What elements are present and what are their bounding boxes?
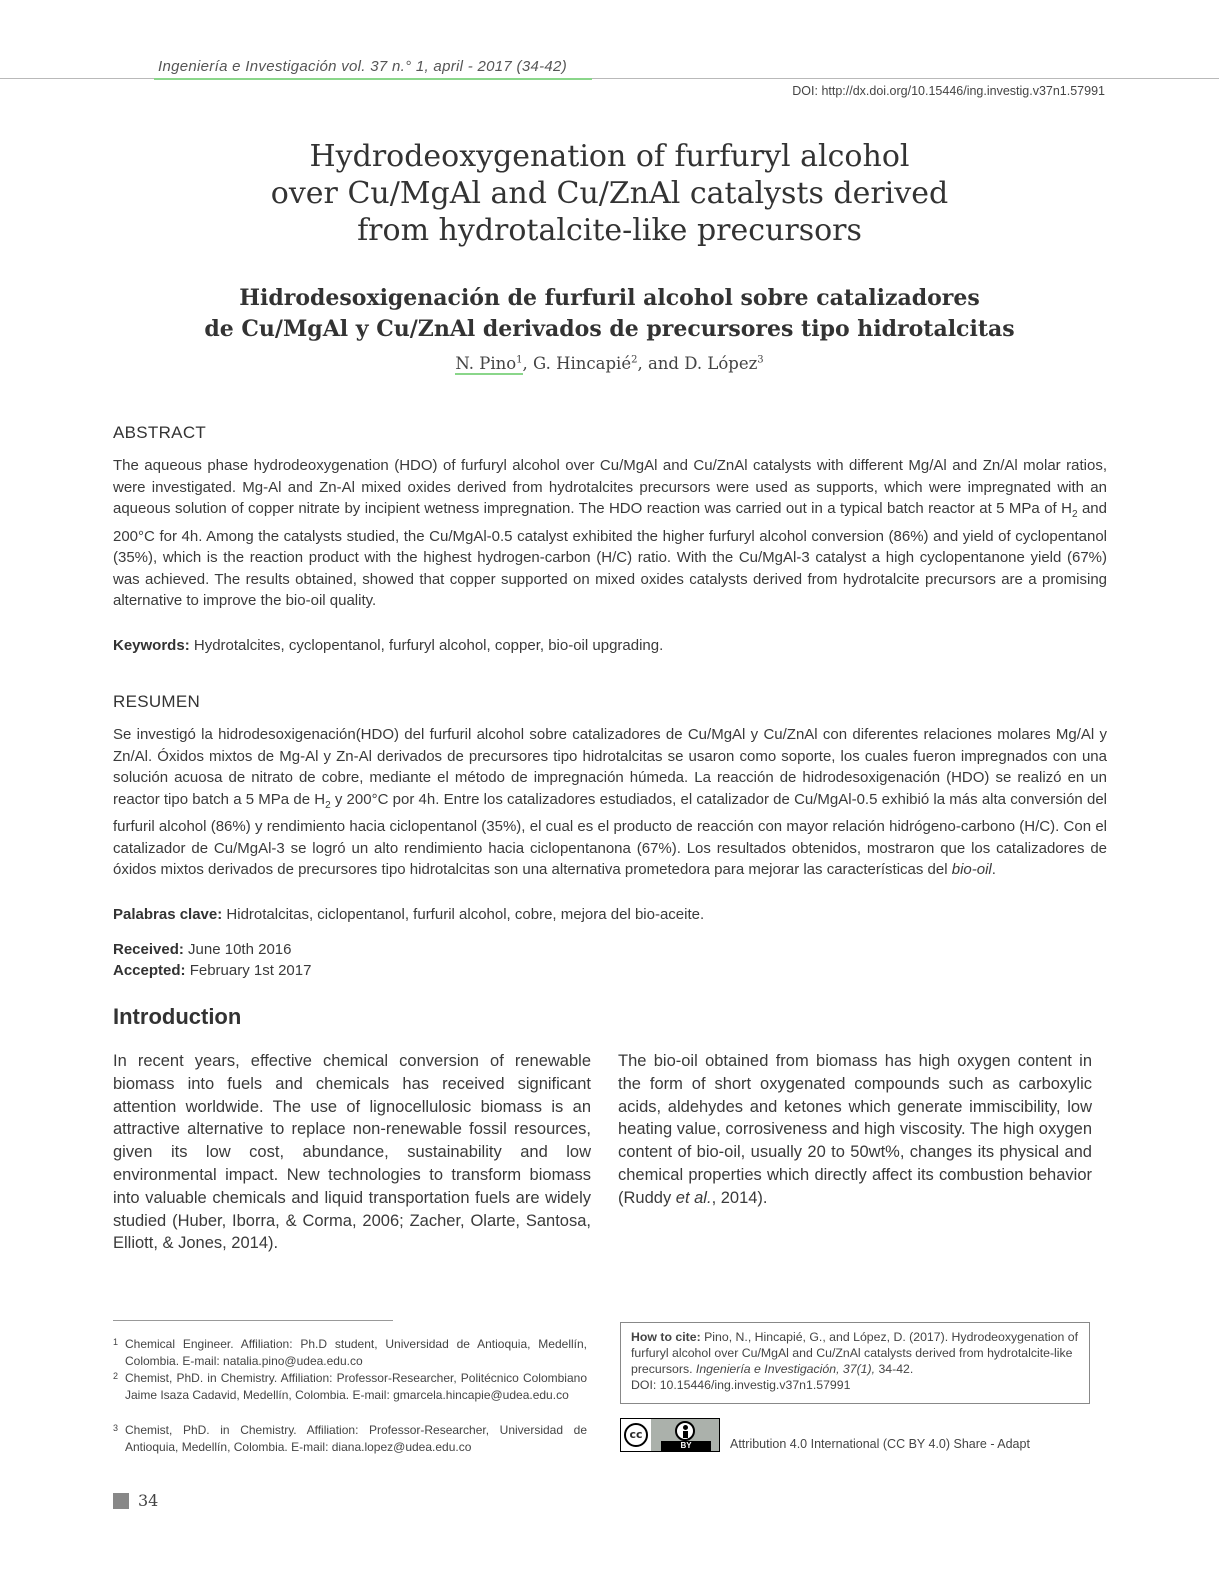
author-affiliation-mark: 2 <box>631 354 638 366</box>
keywords: Keywords: Hydrotalcites, cyclopentanol, furfuryl alcohol, copper, bio-oil upgrading. <box>113 637 664 654</box>
footnote-1: 1 Chemical Engineer. Affiliation: Ph.D student, Universidad de Antioquia, Medellín, Colombia. E-mail: natalia.pino@udea.edu.co <box>113 1337 587 1368</box>
attribution-person-icon <box>675 1421 695 1441</box>
author-link[interactable]: N. Pino$^1$ <box>455 354 523 373</box>
abstract-heading: ABSTRACT <box>113 423 207 442</box>
license-text: Attribution 4.0 International (CC BY 4.0) Share - Adapt <box>730 1437 1030 1451</box>
doi-link[interactable]: DOI: http://dx.doi.org/10.15446/ing.investig.v37n1.57991 <box>792 84 1105 98</box>
intro-column-right: The bio-oil obtained from biomass has high oxygen content in the form of short oxygenated compounds such as carboxylic acids, aldehydes and ketones which generate immiscibility, low heating value, corrosiveness and high viscosity. The high oxygen content of bio-oil, usually 20 to 50wt%, changes its physical and chemical properties which directly affect its combustion behavior (Ruddy et al., 2014). <box>618 1052 1092 1207</box>
abstract-text: The aqueous phase hydrodeoxygenation (HDO) of furfuryl alcohol over Cu/MgAl and Cu/ZnAl catalysts with different Mg/Al and Zn/Al molar ratios, were investigated. Mg-Al and Zn-Al mixed oxides derived from hydrotalcites precursors were used as supports, which were impregnated with an aqueous solution of copper nitrate by incipient wetness impregnation. The HDO reaction was carried out in a typical batch reactor at 5 MPa of $H_2$ and 200°C for 4h. Among the catalysts studied, the Cu/MgAl-0.5 catalyst exhibited the higher furfuryl alcohol conversion (86%) and yield of cyclopentanol (35%), which is the reaction product with the highest hydrogen-carbon (H/C) ratio. With the Cu/MgAl-3 catalyst a high cyclopentanone yield (67%) was achieved. The results obtained, showed that copper supported on mixed oxides catalysts derived from hydrotalcite precursors are a promising alternative to improve the bio-oil quality. <box>113 457 1107 609</box>
paper-title-english <box>0 138 1219 249</box>
author: , and D. López <box>637 354 758 373</box>
page-number: 34 <box>138 1491 159 1510</box>
by-label: BY <box>661 1441 711 1451</box>
title-line: over Cu/MgAl and Cu/ZnAl catalysts derived <box>270 176 949 211</box>
cc-icon: cc <box>624 1423 648 1447</box>
footnote-2: 2 Chemist, PhD. in Chemistry. Affiliation: Professor-Researcher, Politécnico Colombiano Jaime Isaza Cadavid, Medellín, Colombia. E-mail: gmarcela.hincapie@udea.edu.co <box>113 1371 587 1402</box>
title-line: de Cu/MgAl y Cu/ZnAl derivados de precursores tipo hidrotalcitas <box>204 316 1015 342</box>
cc-by-license-icon[interactable] <box>620 1418 720 1452</box>
journal-link-underline <box>154 78 592 80</box>
intro-column-left: In recent years, effective chemical conversion of renewable biomass into fuels and chemicals has received significant attention worldwide. The use of lignocellulosic biomass is an attractive alternative to replace non-renewable fossil resources, given its low cost, abundance, sustainability and low environmental impact. New technologies to transform biomass into valuable chemicals and liquid transportation fuels are widely studied (Huber, Iborra, & Corma, 2006; Zacher, Olarte, Santosa, Elliott, & Jones, 2014). <box>113 1052 591 1253</box>
title-line: from hydrotalcite-like precursors <box>357 213 862 248</box>
footnote-rule <box>113 1320 393 1321</box>
resumen-heading: RESUMEN <box>113 692 201 711</box>
title-line: Hydrodeoxygenation of furfuryl alcohol <box>309 139 910 174</box>
accepted-date: Accepted: February 1st 2017 <box>113 962 312 979</box>
page-marker <box>113 1493 129 1509</box>
title-line: Hidrodesoxigenación de furfuril alcohol sobre catalizadores <box>239 285 980 311</box>
author: , G. Hincapié <box>522 354 632 373</box>
received-date: Received: June 10th 2016 <box>113 941 292 958</box>
journal-title: Ingeniería e Investigación vol. 37 n.° 1, april - 2017 (34-42) <box>158 58 567 75</box>
footnote-3: 3 Chemist, PhD. in Chemistry. Affiliation: Professor-Researcher, Universidad de Antioquia, Medellín, Colombia. E-mail: diana.lopez@udea.edu.co <box>113 1423 587 1454</box>
author-affiliation-mark: 3 <box>757 354 764 366</box>
palabras-clave: Palabras clave: Hidrotalcitas, ciclopentanol, furfuril alcohol, cobre, mejora del bio-aceite. <box>113 906 705 923</box>
paper-title-spanish <box>0 283 1219 345</box>
resumen-text: Se investigó la hidrodesoxigenación(HDO) del furfuril alcohol sobre catalizadores de Cu/MgAl y Cu/ZnAl con diferentes relaciones molares Mg/Al y Zn/Al. Óxidos mixtos de Mg-Al y Zn-Al derivados de precursores tipo hidrotalcitas se usaron como soporte, los cuales fueron impregnados con una solución acuosa de nitrato de cobre, mediante el método de impregnación húmeda. La reacción de hidrodesoxigenación (HDO) se realizó en un reactor tipo batch a 5 MPa de $H_2$ y 200°C por 4h. Entre los catalizadores estudiados, el catalizador de Cu/MgAl-0.5 exhibió la más alta conversión del furfuril alcohol (86%) y rendimiento hacia ciclopentanol (35%), el cual es el producto de reacción con mayor relación hidrógeno-carbono (H/C). Con el catalizador de Cu/MgAl-3 se logró un alto rendimiento hacia ciclopentanona (67%). Los resultados obtenidos, mostraron que los catalizadores de óxidos mixtos derivados de precursores tipo hidrotalcitas son una alternativa prometedora para mejorar las características del bio-oil. <box>113 726 1107 878</box>
how-to-cite-box: How to cite: Pino, N., Hincapié, G., and López, D. (2017). Hydrodeoxygenation of furfuryl alcohol over Cu/MgAl and Cu/ZnAl catalysts derived from hydrotalcite-like precursors. Ingeniería e Investigación, 37(1), 34-42. DOI: 10.15446/ing.investig.v37n1.57991 <box>620 1322 1090 1404</box>
cite-doi: DOI: 10.15446/ing.investig.v37n1.57991 <box>631 1378 851 1392</box>
author-list <box>0 354 1219 373</box>
dates <box>113 939 311 981</box>
journal-header <box>0 0 1219 78</box>
introduction-heading: Introduction <box>113 1004 242 1029</box>
